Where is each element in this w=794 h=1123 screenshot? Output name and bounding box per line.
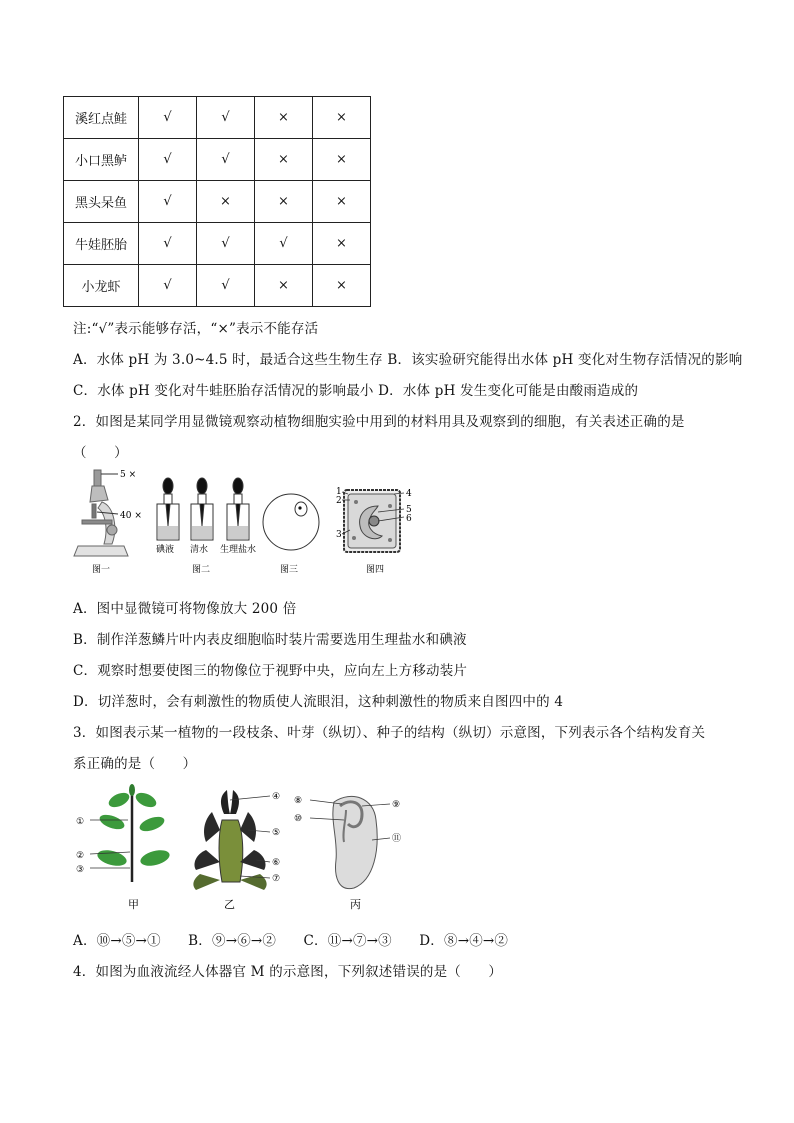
q2-stem: 2．如图是某同学用显微镜观察动植物细胞实验中用到的材料用具及观察到的细胞，有关表述正确的是 xyxy=(73,414,685,430)
caption-jia: 甲 xyxy=(128,898,139,911)
bud-label-4: ④ xyxy=(272,792,281,802)
seed-label-11: ⑪ xyxy=(392,834,402,844)
survival-cell: × xyxy=(313,223,371,265)
survival-cell: √ xyxy=(255,223,313,265)
table-row xyxy=(64,265,371,307)
fig2-caption: 图二 xyxy=(192,565,211,575)
survival-cell: √ xyxy=(139,181,197,223)
bottle-iodine-label: 碘液 xyxy=(156,545,175,555)
eyepiece-label: 5 × xyxy=(120,470,137,480)
q3-stem: 3．如图表示某一植物的一段枝条、叶芽（纵切）、种子的结构（纵切）示意图，下列表示各个结构发育关 xyxy=(73,725,706,741)
survival-cell: × xyxy=(313,139,371,181)
plant-cell-drawing xyxy=(342,490,404,552)
q1-options-cd: C．水体 pH 变化对牛蛙胚胎存活情况的影响最小 D．水体 pH 发生变化可能是由酸雨造成的 xyxy=(73,383,639,399)
survival-cell: × xyxy=(313,181,371,223)
cell-label-5: 5 xyxy=(406,505,412,515)
survival-cell: × xyxy=(313,265,371,307)
q2-option-c: C．观察时想要使图三的物像位于视野中央，应向左上方移动装片 xyxy=(73,663,468,679)
organism-name-cell: 小口黑鲈 xyxy=(64,139,139,181)
organism-name-cell: 黑头呆鱼 xyxy=(64,181,139,223)
bud-label-6: ⑥ xyxy=(272,858,281,868)
survival-cell: √ xyxy=(139,97,197,139)
seed-label-8: ⑧ xyxy=(294,796,303,806)
bud-label-5: ⑤ xyxy=(272,828,281,838)
bottle-water-label: 清水 xyxy=(190,545,209,555)
survival-cell: √ xyxy=(197,97,255,139)
survival-cell: √ xyxy=(197,223,255,265)
organism-name-cell: 溪红点鲑 xyxy=(64,97,139,139)
seed-label-10: ⑩ xyxy=(294,814,303,824)
cell-label-2: 2 xyxy=(336,496,342,506)
caption-yi: 乙 xyxy=(224,898,235,911)
survival-cell: × xyxy=(255,181,313,223)
bud-label-7: ⑦ xyxy=(272,874,281,884)
survival-table xyxy=(63,96,371,307)
cell-label-4: 4 xyxy=(406,489,412,499)
q2-option-d: D．切洋葱时，会有刺激性的物质使人流眼泪，这种刺激性的物质来自图四中的 4 xyxy=(73,694,564,710)
organism-name-cell: 牛娃胚胎 xyxy=(64,223,139,265)
bottle-saline-label: 生理盐水 xyxy=(220,545,257,555)
survival-cell: × xyxy=(313,97,371,139)
branch-label-2: ② xyxy=(76,851,85,861)
survival-cell: √ xyxy=(197,139,255,181)
cell-label-1: 1 xyxy=(336,487,342,497)
survival-cell: √ xyxy=(139,139,197,181)
branch-label-3: ③ xyxy=(76,865,85,875)
q2-option-b: B．制作洋葱鳞片叶内表皮细胞临时装片需要选用生理盐水和碘液 xyxy=(73,632,467,648)
survival-cell: √ xyxy=(139,265,197,307)
survival-cell: √ xyxy=(197,265,255,307)
branch-label-1: ① xyxy=(76,817,85,827)
caption-bing: 丙 xyxy=(350,898,361,911)
q3-figure xyxy=(72,780,412,912)
table-row xyxy=(64,139,371,181)
survival-cell: × xyxy=(255,139,313,181)
survival-cell: × xyxy=(255,97,313,139)
cell-label-3: 3 xyxy=(336,530,342,540)
q3-stem-2: 系正确的是（ ） xyxy=(73,756,197,772)
table-row xyxy=(64,223,371,265)
survival-cell: × xyxy=(197,181,255,223)
q2-option-a: A．图中显微镜可将物像放大 200 倍 xyxy=(73,601,297,617)
table-note: 注:“√”表示能够存活，“×”表示不能存活 xyxy=(73,321,319,337)
q2-figure xyxy=(72,466,432,578)
cell-label-6: 6 xyxy=(406,514,412,524)
objective-label: 40 × xyxy=(120,511,142,521)
fig4-caption: 图四 xyxy=(366,565,385,575)
q4-stem: 4．如图为血液流经人体器官 M 的示意图，下列叙述错误的是（ ） xyxy=(73,964,503,980)
table-row xyxy=(64,97,371,139)
field-of-view xyxy=(263,494,319,550)
seed-label-9: ⑨ xyxy=(392,800,401,810)
fig3-caption: 图三 xyxy=(280,565,299,575)
q2-stem-paren: （ ） xyxy=(73,445,128,461)
q1-options-ab: A．水体 pH 为 3.0~4.5 时，最适合这些生物生存 B．该实验研究能得出水体 pH 变化对生物存活情况的影响 xyxy=(73,352,743,368)
survival-cell: √ xyxy=(139,223,197,265)
dropper-bottles xyxy=(157,478,249,540)
branch-drawing xyxy=(90,784,171,882)
q3-options: A．⑩→⑤→① B．⑨→⑥→② C．⑪→⑦→③ D．⑧→④→② xyxy=(73,933,509,949)
fig1-caption: 图一 xyxy=(92,565,111,575)
seed-drawing xyxy=(310,796,390,888)
table-row xyxy=(64,181,371,223)
organism-name-cell: 小龙虾 xyxy=(64,265,139,307)
bud-drawing xyxy=(193,790,270,890)
survival-cell: × xyxy=(255,265,313,307)
